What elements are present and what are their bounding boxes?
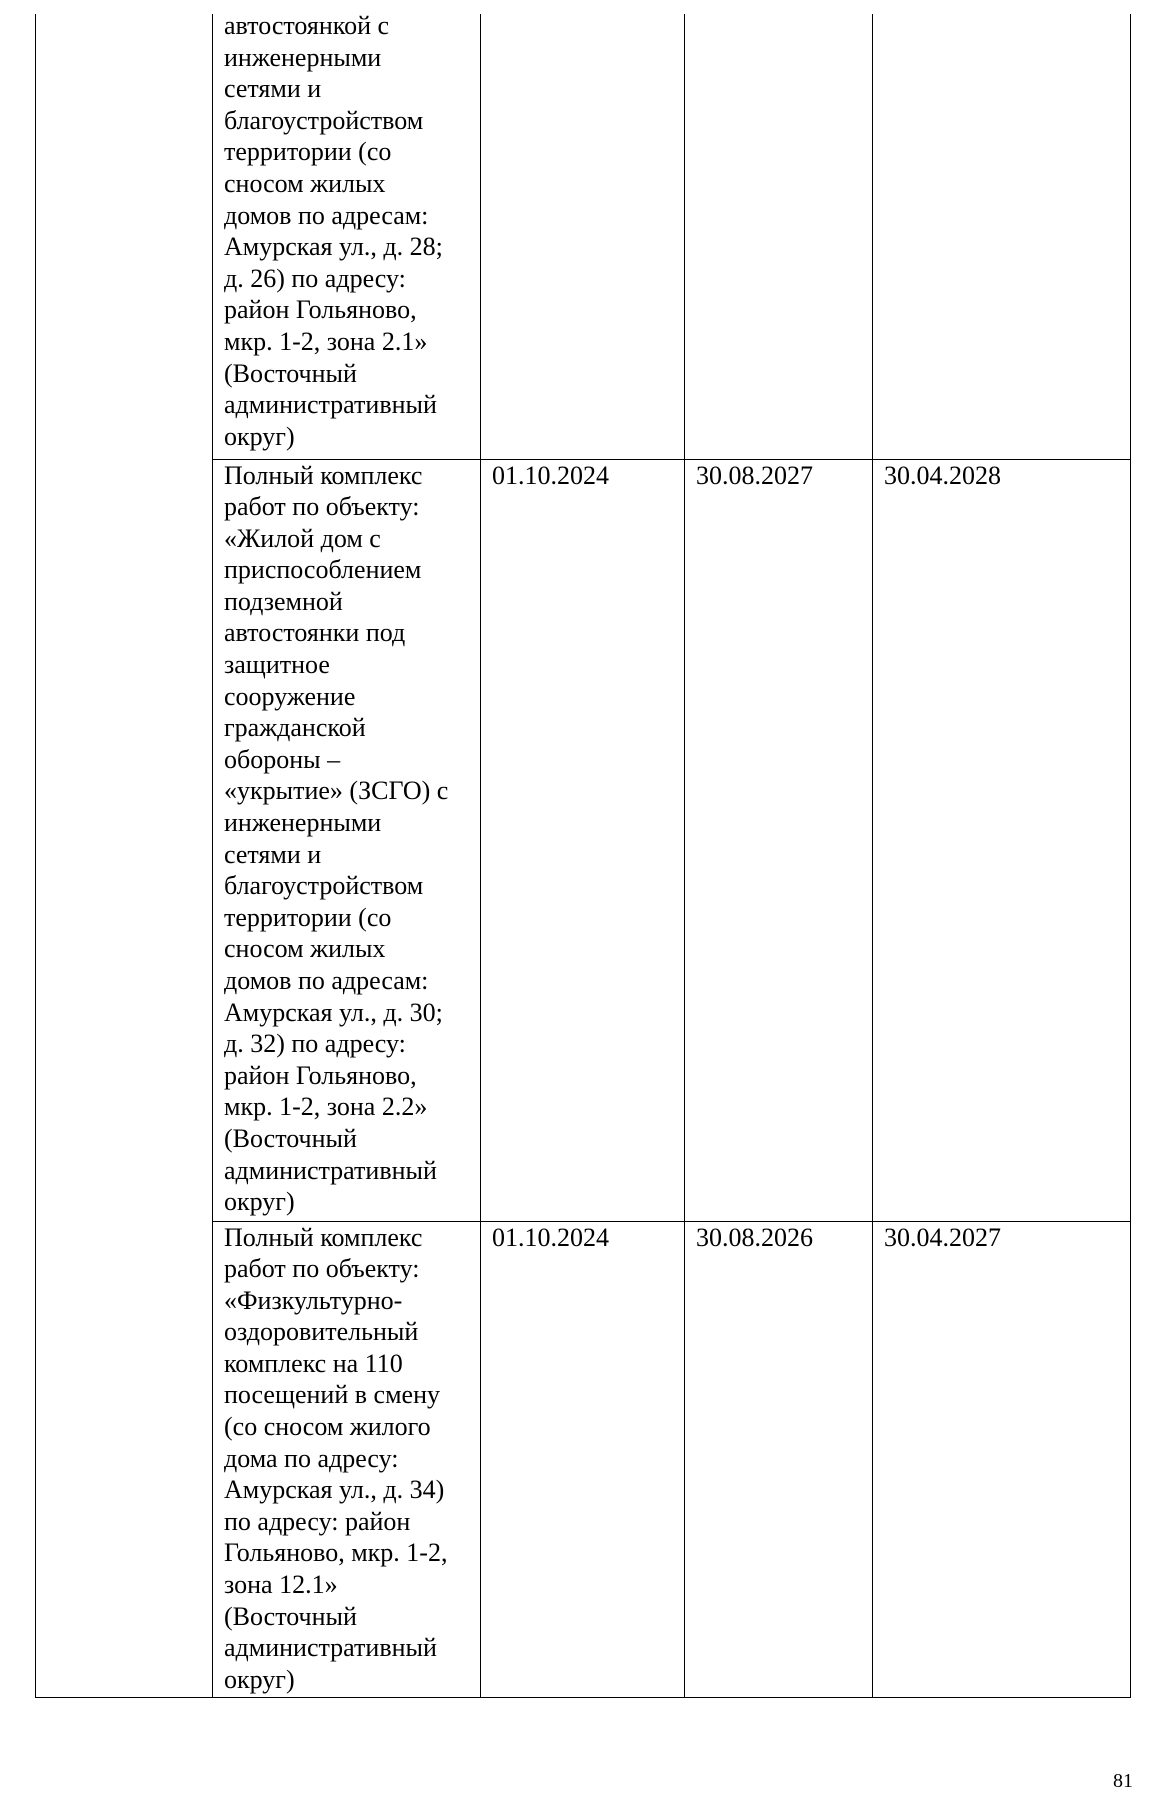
description-text: Полный комплекс работ по объекту: «Физкультурно- оздоровительный комплекс на 110 посещений в смену (со сносом жилого дома по адресу: Амурская ул., д. 34) по адресу: район Гольяново, мкр. 1-2, зона 12.1» (Восточный административный округ) — [224, 1222, 448, 1694]
final-date-text: 30.04.2028 — [884, 460, 1001, 490]
end-date-text: 30.08.2026 — [696, 1222, 813, 1252]
number-column-cell — [36, 14, 213, 1697]
description-cell — [213, 1221, 481, 1697]
description-cell — [213, 11, 481, 459]
table-row — [36, 14, 1131, 459]
page-number: 81 — [1113, 1770, 1133, 1792]
final-date-text: 30.04.2027 — [884, 1222, 1001, 1252]
start-date-text: 01.10.2024 — [492, 460, 609, 490]
end-date-cell — [685, 14, 873, 459]
final-date-cell — [873, 459, 1131, 1221]
schedule-table — [35, 11, 1131, 1698]
end-date-text: 30.08.2027 — [696, 460, 813, 490]
end-date-cell — [685, 459, 873, 1221]
description-text: автостоянкой с инженерными сетями и благоустройством территории (со сносом жилых домов по адресам: Амурская ул., д. 28; д. 26) по адресу: район Гольяново, мкр. 1-2, зона 2.1» (Восточный административный округ) — [224, 11, 443, 451]
start-date-text: 01.10.2024 — [492, 1222, 609, 1252]
final-date-cell — [873, 14, 1131, 459]
start-date-cell — [481, 14, 685, 459]
start-date-cell — [481, 1221, 685, 1697]
end-date-cell — [685, 1221, 873, 1697]
description-cell — [213, 459, 481, 1221]
description-text: Полный комплекс работ по объекту: «Жилой дом с приспособлением подземной автостоянки под защитное сооружение гражданской обороны – «укрытие» (ЗСГО) с инженерными сетями и благоустройством территории (со сносом жилых домов по адресам: Амурская ул., д. 30; д. 32) по адресу: район Гольяново, мкр. 1-2, зона 2.2» (Восточный административный округ) — [224, 460, 449, 1217]
final-date-cell — [873, 1221, 1131, 1697]
start-date-cell — [481, 459, 685, 1221]
